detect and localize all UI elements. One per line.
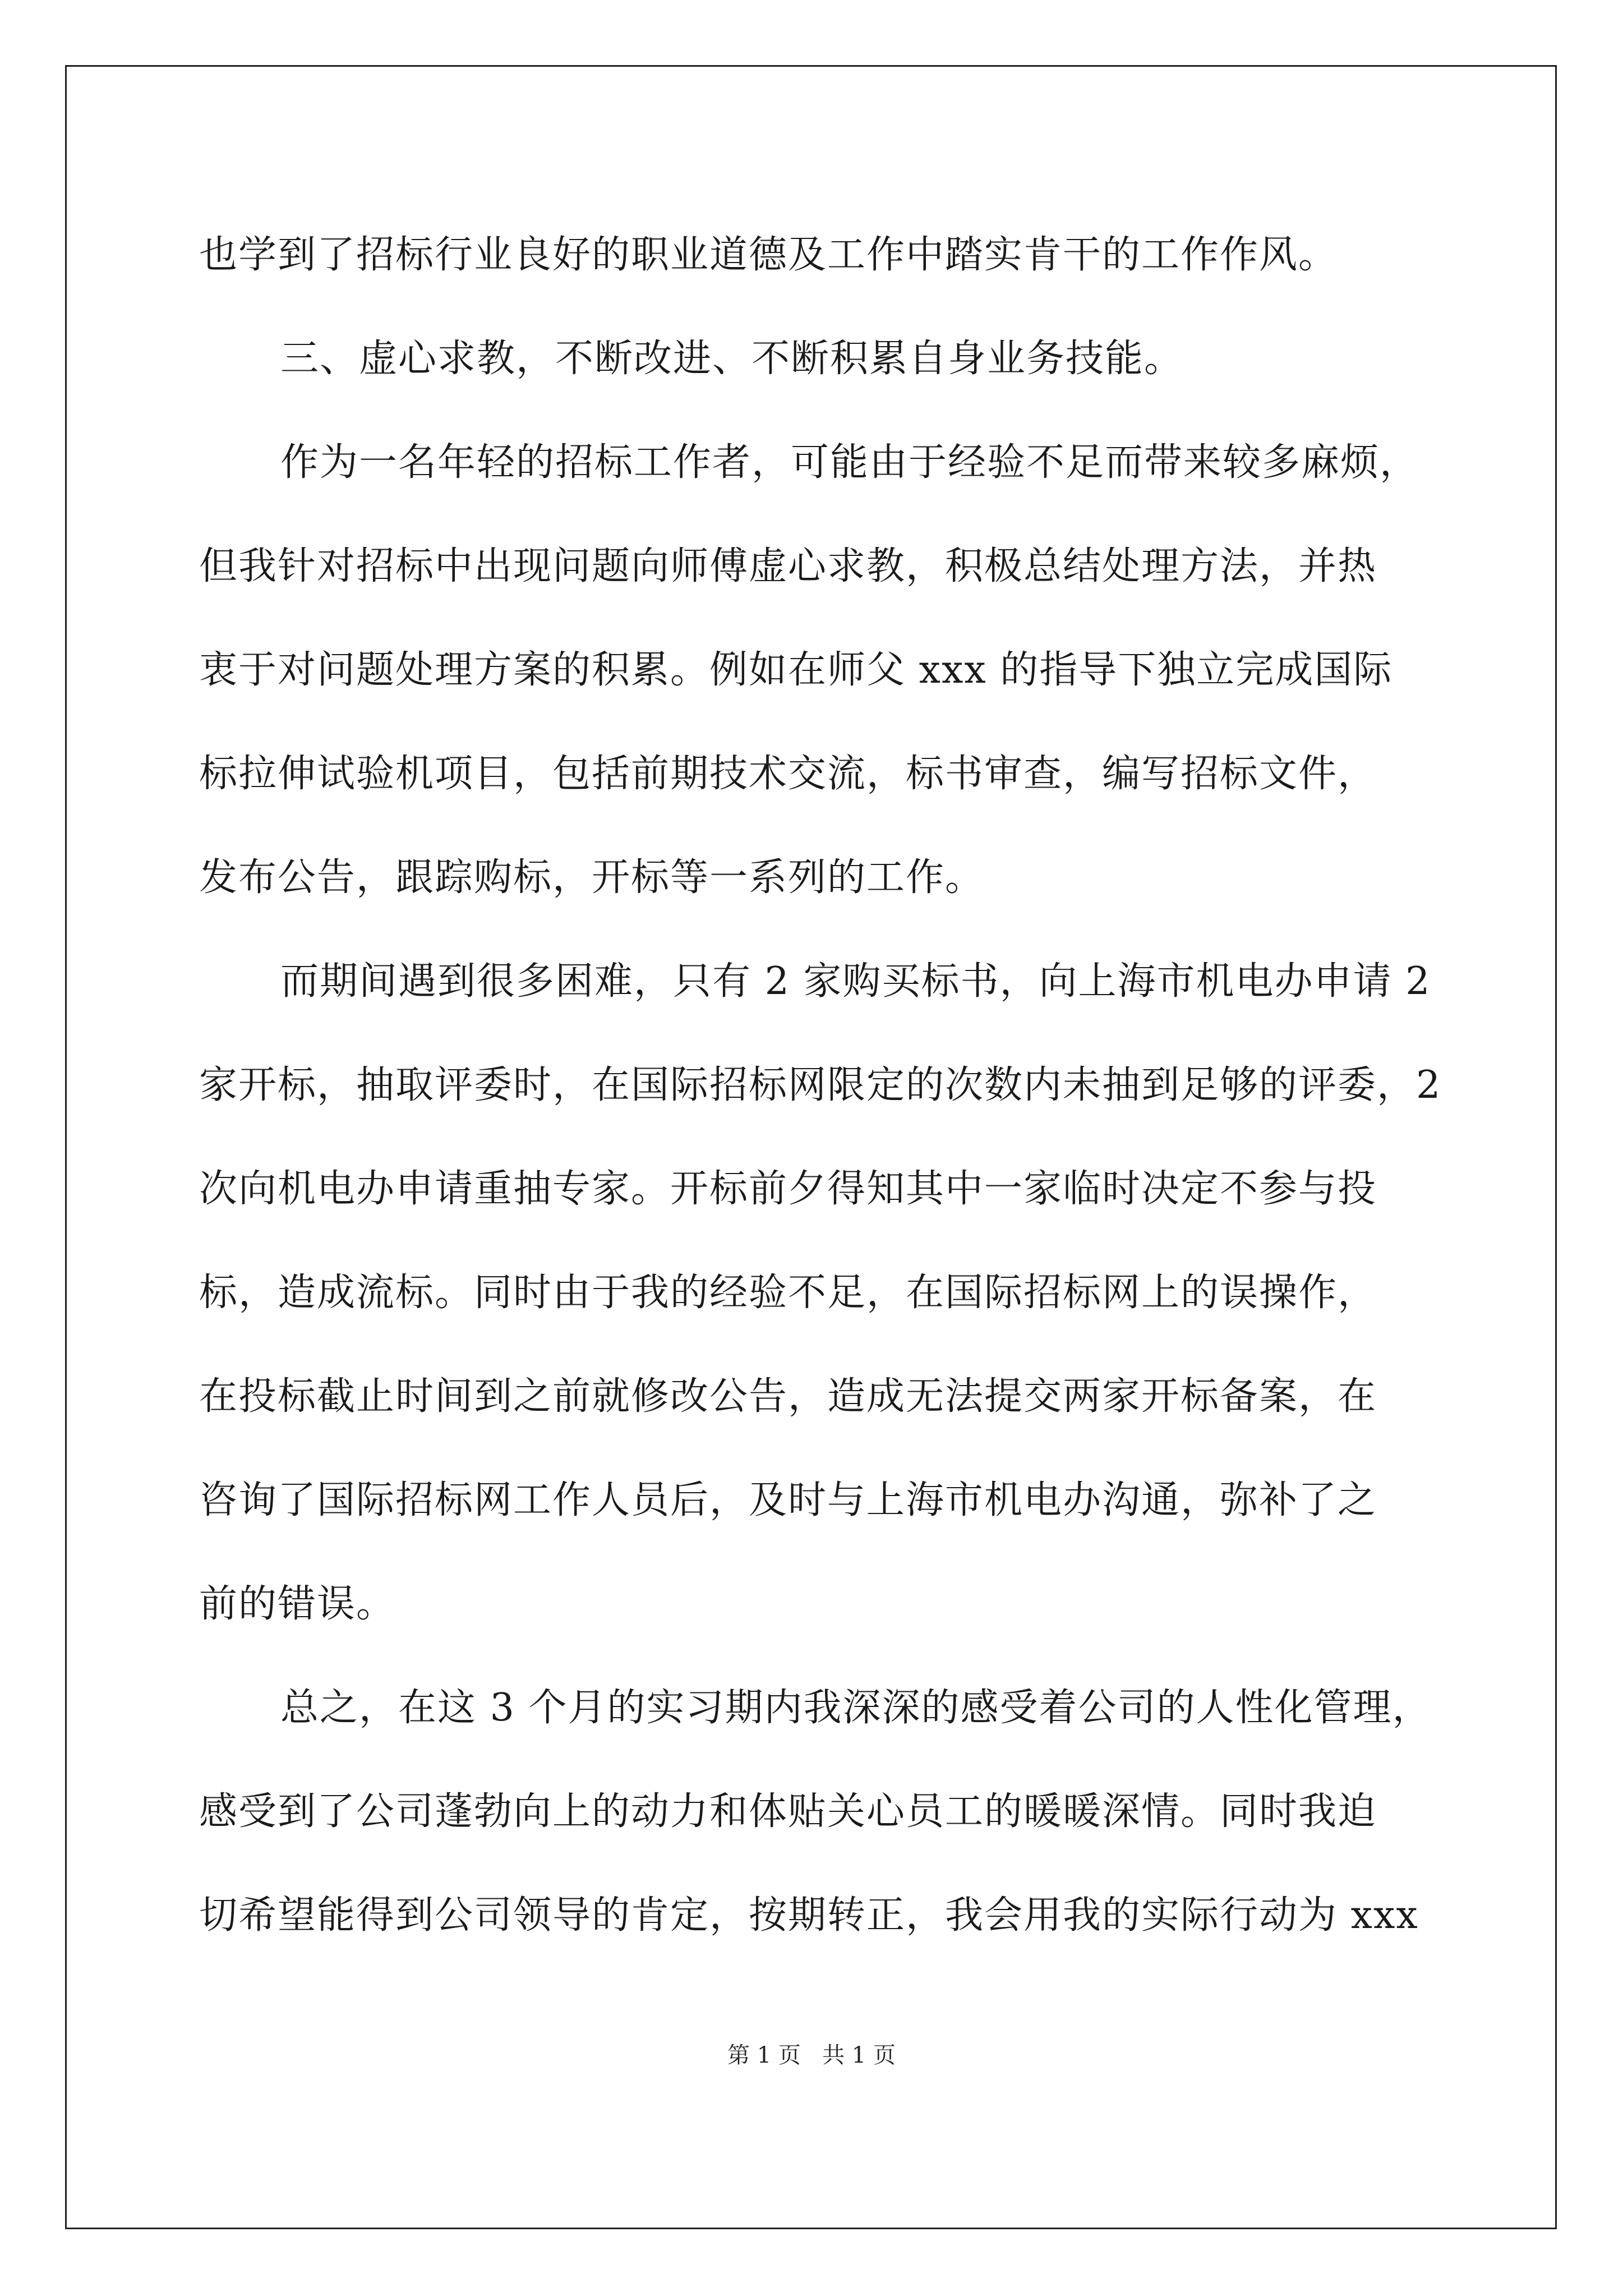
text-line: 总之，在这 3 个月的实习期内我深深的感受着公司的人性化管理，	[280, 1686, 1432, 1730]
text-line: 前的错误。	[199, 1582, 396, 1626]
text-line: 但我针对招标中出现问题向师傅虚心求教，积极总结处理方法，并热	[199, 544, 1377, 588]
text-line: 而期间遇到很多困难，只有 2 家购买标书，向上海市机电办申请 2	[280, 959, 1431, 1004]
text-line: 咨询了国际招标网工作人员后，及时与上海市机电办沟通，弥补了之	[199, 1478, 1377, 1522]
text-line: 标拉伸试验机项目，包括前期技术交流，标书审查，编写招标文件，	[199, 752, 1377, 796]
text-line: 感受到了公司蓬勃向上的动力和体贴关心员工的暖暖深情。同时我迫	[199, 1789, 1377, 1834]
section-heading: 三、虚心求教，不断改进、不断积累自身业务技能。	[280, 337, 1184, 381]
text-line: 衷于对问题处理方案的积累。例如在师父 xxx 的指导下独立完成国际	[199, 648, 1393, 692]
text-line: 也学到了招标行业良好的职业道德及工作中踏实肯干的工作作风。	[199, 233, 1338, 277]
text-line: 切希望能得到公司领导的肯定，按期转正，我会用我的实际行动为 xxx	[199, 1893, 1419, 1938]
page-number-footer: 第 1 页 共 1 页	[727, 2042, 896, 2068]
text-line: 家开标，抽取评委时，在国际招标网限定的次数内未抽到足够的评委，2	[199, 1063, 1442, 1107]
text-line: 在投标截止时间到之前就修改公告，造成无法提交两家开标备案，在	[199, 1374, 1377, 1419]
text-line: 标，造成流标。同时由于我的经验不足，在国际招标网上的误操作，	[199, 1271, 1377, 1315]
text-line: 次向机电办申请重抽专家。开标前夕得知其中一家临时决定不参与投	[199, 1167, 1377, 1211]
text-line: 发布公告，跟踪购标，开标等一系列的工作。	[199, 855, 985, 900]
text-line: 作为一名年轻的招标工作者，可能由于经验不足而带来较多麻烦，	[280, 440, 1419, 485]
